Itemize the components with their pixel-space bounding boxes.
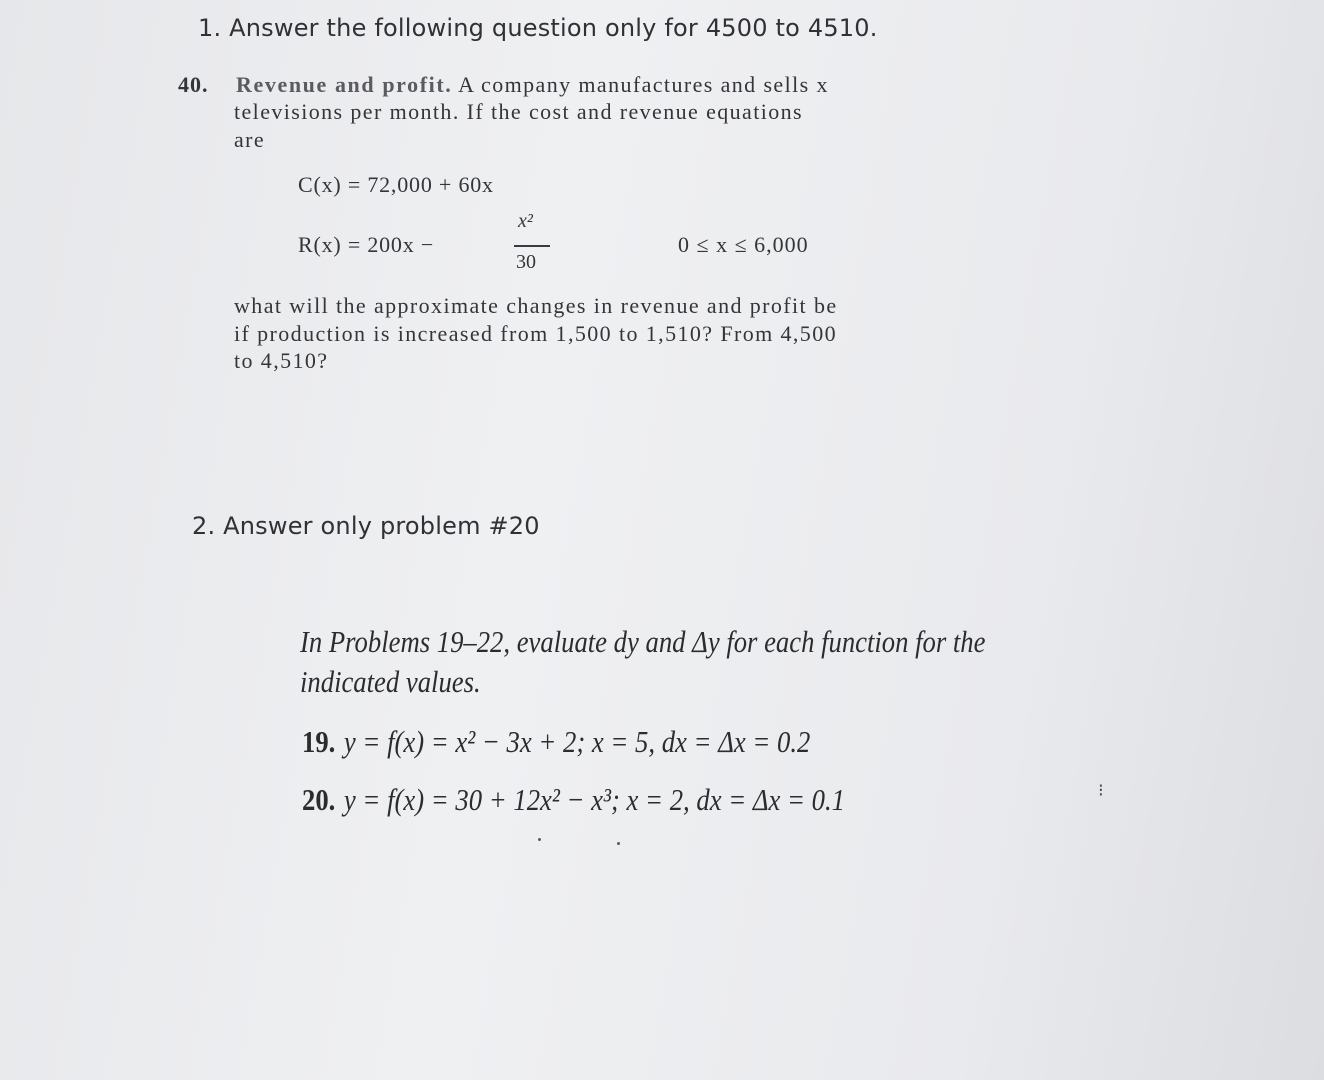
question-2-instruction: 2. Answer only problem #20 — [192, 512, 540, 540]
revenue-fraction-denominator: 30 — [516, 251, 536, 273]
problem-20-number: 20. — [302, 782, 336, 817]
speck-dot — [617, 842, 620, 845]
question-1-instruction: 1. Answer the following question only for 4500 to 4510. — [198, 14, 878, 42]
problem-40-title: Revenue and profit. — [236, 72, 453, 97]
problem-19-text: y = f(x) = x² − 3x + 2; x = 5, dx = Δx = 0.2 — [343, 724, 811, 759]
problem-40-line-3: are — [234, 127, 266, 152]
problem-19-number: 19. — [302, 724, 336, 759]
problem-40-question-line-3: to 4,510? — [234, 348, 329, 373]
problem-19 — [302, 724, 810, 760]
problem-40-number: 40. — [178, 72, 209, 97]
revenue-domain: 0 ≤ x ≤ 6,000 — [678, 232, 809, 257]
cost-equation: C(x) = 72,000 + 60x — [298, 172, 494, 197]
problem-40-question-line-1: what will the approximate changes in revenue and profit be — [234, 293, 838, 318]
speck-dot — [538, 838, 541, 841]
problems-heading-line-2: indicated values. — [300, 664, 481, 699]
problem-40-line-2: televisions per month. If the cost and revenue equations — [234, 99, 803, 124]
revenue-fraction-bar — [514, 245, 550, 247]
problems-heading-line-1: In Problems 19–22, evaluate dy and Δy for each function for the — [300, 624, 986, 659]
margin-mark: ⁝ — [1098, 780, 1104, 801]
problem-40-line-1-text: A company manufactures and sells x — [458, 72, 829, 97]
problem-20 — [302, 782, 845, 818]
problem-40-question-line-2: if production is increased from 1,500 to 1,510? From 4,500 — [234, 321, 838, 346]
revenue-equation-left: R(x) = 200x − — [298, 232, 435, 257]
problem-40-line-1 — [236, 72, 829, 98]
revenue-fraction-numerator: x² — [518, 210, 533, 232]
problem-20-text: y = f(x) = 30 + 12x² − x³; x = 2, dx = Δx = 0.1 — [343, 782, 845, 817]
